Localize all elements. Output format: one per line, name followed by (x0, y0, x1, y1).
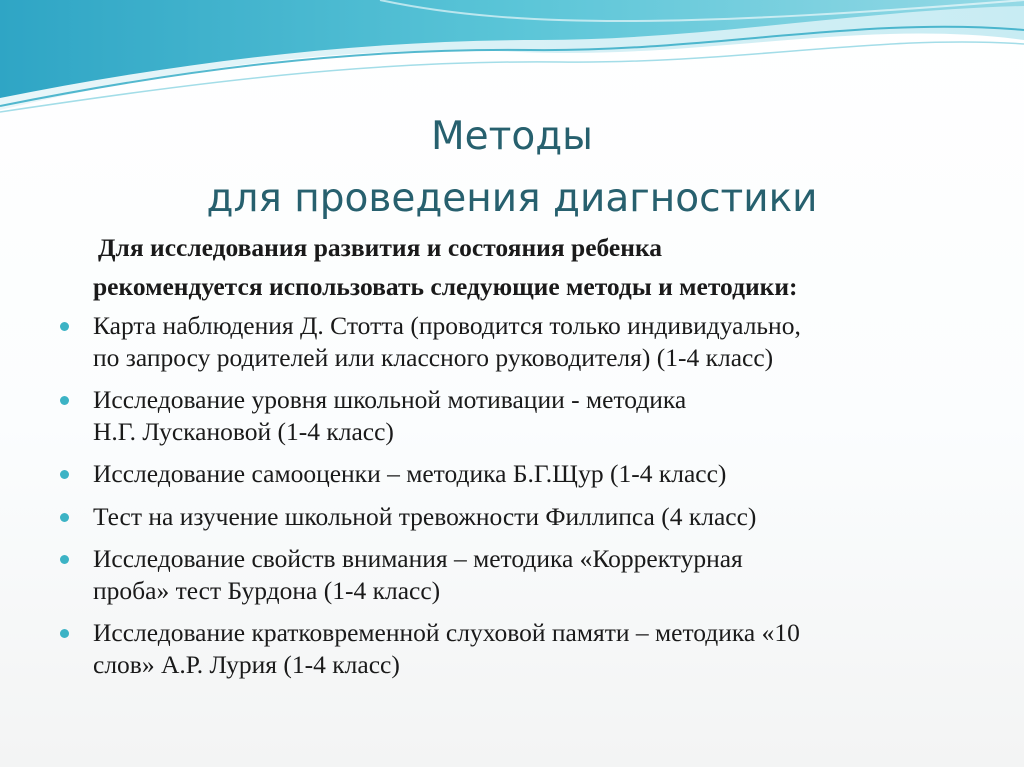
list-item (60, 501, 990, 533)
bullet-dot-icon (60, 513, 69, 522)
list-item (60, 458, 990, 490)
list-item (60, 384, 990, 447)
bullet-dot-icon (60, 555, 69, 564)
bullet-dot-icon (60, 629, 69, 638)
list-item-line: Н.Г. Лускановой (1-4 класс) (93, 416, 394, 446)
list-item-line: по запросу родителей или классного руководителя) (1-4 класс) (93, 342, 774, 372)
list-item-line: Карта наблюдения Д. Стотта (проводится только индивидуально, (93, 311, 801, 340)
bullet-dot-icon (60, 470, 69, 479)
list-item-line: Исследование уровня школьной мотивации - методика (93, 385, 687, 414)
list-item-line: проба» тест Бурдона (1-4 класс) (93, 575, 441, 605)
list-item-line: слов» А.Р. Лурия (1-4 класс) (93, 649, 400, 679)
list-item-line: Тест на изучение школьной тревожности Филлипса (4 класс) (93, 501, 757, 531)
methods-list (60, 310, 990, 680)
intro-line-2: рекомендуется использовать следующие методы и методики: (93, 272, 798, 301)
header-wave-decoration (0, 0, 1024, 120)
title-line-1: Методы (431, 114, 593, 160)
list-item-line: Исследование кратковременной слуховой памяти – методика «10 (93, 618, 800, 647)
list-item-line: Исследование самооценки – методика Б.Г.Щур (1-4 класс) (93, 459, 727, 488)
list-item (60, 543, 990, 606)
list-item (60, 617, 990, 680)
list-item-line: Исследование свойств внимания – методика «Корректурная (93, 544, 743, 573)
intro-line-1: Для исследования развития и состояния ребенка (98, 233, 663, 262)
page-title (0, 106, 1024, 230)
bullet-dot-icon (60, 396, 69, 405)
title-line-2: для проведения диагностики (206, 176, 818, 222)
list-item (60, 310, 990, 373)
intro-paragraph (93, 228, 990, 306)
slide-content (60, 228, 990, 691)
bullet-dot-icon (60, 322, 69, 331)
